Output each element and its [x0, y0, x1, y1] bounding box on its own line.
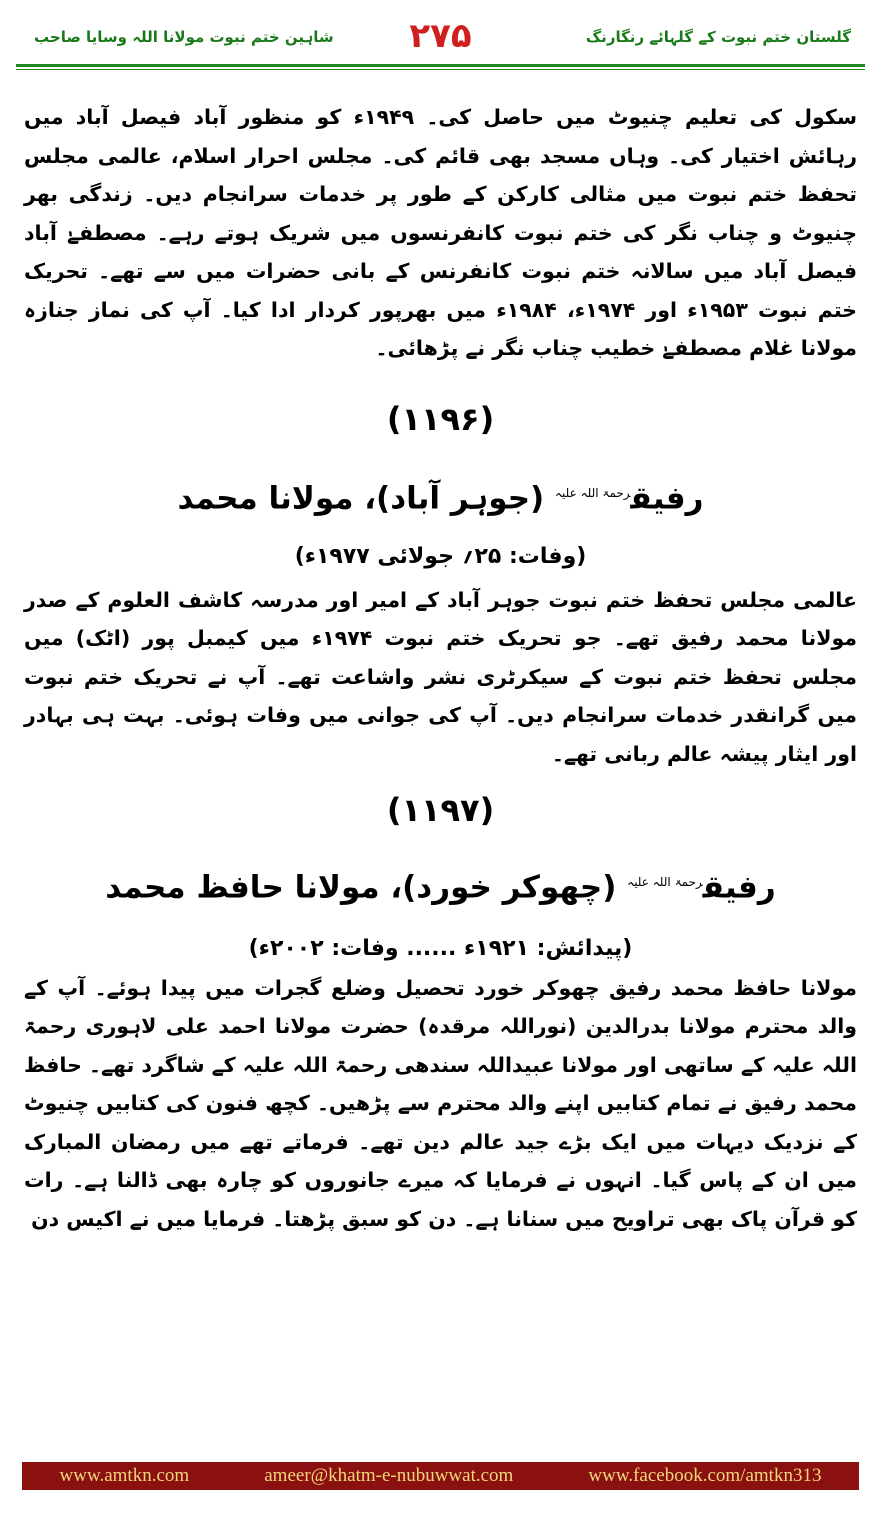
entry-title-name: رفیق — [702, 869, 776, 906]
author-name: شاہین ختم نبوت مولانا اللہ وسایا صاحب — [34, 28, 334, 46]
footer-facebook-link[interactable]: www.facebook.com/amtkn313 — [588, 1465, 822, 1486]
header-rule-thin — [16, 69, 865, 70]
entry-number: (۱۱۹۷) — [386, 791, 495, 830]
entry-dates: (وفات: ۲۵؍ جولائی ۱۹۷۷ء) — [294, 543, 587, 569]
entry-title-rest: (جوہر آباد)، مولانا محمد — [177, 479, 545, 516]
entry-title — [24, 855, 857, 914]
page-header — [16, 14, 865, 62]
entry-title-rest: (چھوکر خورد)، مولانا حافظ محمد — [105, 869, 617, 906]
book-title: گلستان ختم نبوت کے گلہائے رنگارنگ — [585, 28, 851, 46]
honorific: رحمۃ اللہ علیہ — [627, 875, 703, 890]
header-rule — [16, 64, 865, 67]
footer-website-link[interactable]: www.amtkn.com — [59, 1465, 190, 1486]
page-footer — [22, 1462, 859, 1490]
entry-number: (۱۱۹۶) — [386, 399, 495, 438]
footer-email-link[interactable]: ameer@khatm-e-nubuwwat.com — [264, 1465, 514, 1486]
page-number: ۲۷۵ — [409, 16, 472, 56]
entry-body: مولانا حافظ محمد رفیق چھوکر خورد تحصیل وضلع گجرات میں پیدا ہوئے۔ آپ کے والد محترم مولانا بدرالدین (نوراللہ مرقدہ) حضرت مولانا احمد علی لاہوری رحمۃ اللہ علیہ کے ساتھی اور مولانا عبیداللہ سندھی رحمۃ اللہ علیہ کے شاگرد تھے۔ حافظ محمد رفیق نے تمام کتابیں اپنے والد محترم سے پڑھیں۔ کچھ فنون کی کتابیں چنیوٹ کے نزدیک دیہات میں ایک بڑے جید عالم دین تھے۔ فرماتے تھے میں رمضان المبارک میں ان کے پاس گیا۔ انہوں نے فرمایا کہ میرے جانوروں کو چارہ بھی ڈالنا ہے۔ رات کو قرآن پاک بھی تراویح میں سنانا ہے۔ دن کو سبق پڑھتا۔ فرمایا میں نے اکیس دن — [24, 975, 857, 1231]
entry-dates: (پیدائش: ۱۹۲۱ء ...... وفات: ۲۰۰۲ء) — [248, 935, 633, 961]
honorific: رحمۃ اللہ علیہ — [555, 485, 631, 500]
entry-title — [24, 466, 857, 525]
entry-body: عالمی مجلس تحفظ ختم نبوت جوہر آباد کے امیر اور مدرسہ کاشف العلوم کے صدر مولانا محمد رفیق تھے۔ جو تحریک ختم نبوت ۱۹۷۴ء میں کیمبل پور (اٹک) میں مجلس تحفظ ختم نبوت کے سیکرٹری نشر واشاعت تھے۔ آپ نے تحریک ختم نبوت میں گرانقدر خدمات سرانجام دیں۔ آپ کی جوانی میں وفات ہوئی۔ بہت ہی بہادر اور ایثار پیشہ عالم ربانی تھے۔ — [24, 587, 858, 766]
page-content — [24, 80, 857, 1238]
entry-title-name: رفیق — [630, 479, 704, 516]
intro-paragraph: سکول کی تعلیم چنیوٹ میں حاصل کی۔ ۱۹۴۹ء کو منظور آباد فیصل آباد میں رہائش اختیار کی۔ وہاں مسجد بھی قائم کی۔ مجلس احرار اسلام، عالمی مجلس تحفظ ختم نبوت میں مثالی کارکن کے طور پر خدمات سرانجام دیں۔ زندگی بھر چنیوٹ و چناب نگر کی ختم نبوت کانفرنسوں میں شریک ہوتے رہے۔ مصطفےٰ آباد فیصل آباد میں سالانہ ختم نبوت کانفرنس کے بانی حضرات میں سے تھے۔ تحریک ختم نبوت ۱۹۵۳ء اور ۱۹۷۴ء، ۱۹۸۴ء میں بھرپور کردار ادا کیا۔ آپ کی نماز جنازہ مولانا غلام مصطفےٰ خطیب چناب نگر نے پڑھائی۔ — [24, 105, 857, 360]
